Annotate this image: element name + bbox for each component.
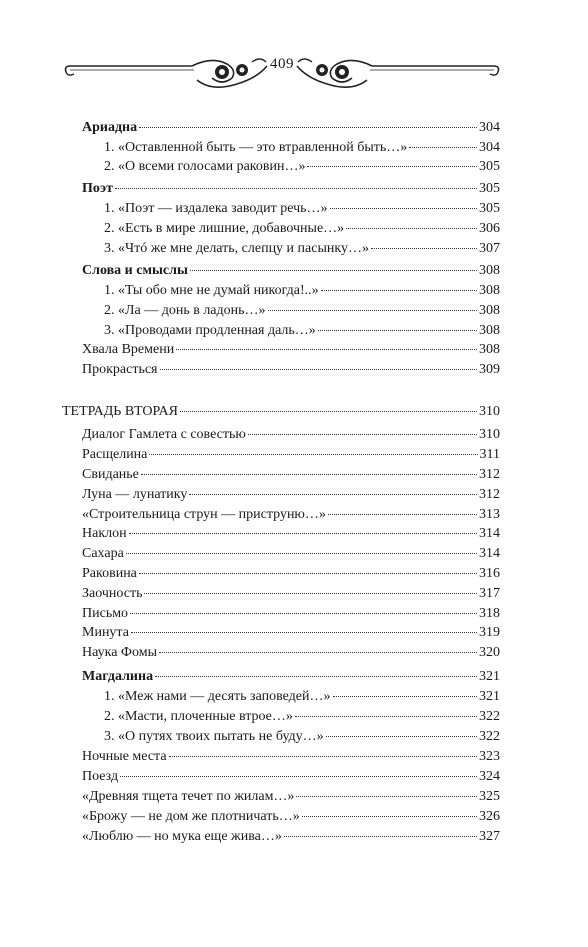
toc-entry (104, 139, 500, 157)
toc-entry-page: 310 (479, 404, 500, 419)
toc-entry (82, 748, 500, 766)
toc-entry-title: 3. «Чтó же мне делать, слепцу и пасынку…» (104, 241, 369, 256)
toc-entry-page: 321 (479, 689, 500, 704)
toc-entry (104, 708, 500, 726)
toc-entry-page: 318 (479, 606, 500, 621)
toc-entry (82, 466, 500, 484)
dot-leader (155, 676, 477, 677)
toc-entry-title: «Древняя тщета течет по жилам…» (82, 789, 295, 804)
toc-entry (82, 426, 500, 444)
dot-leader (296, 796, 477, 797)
dot-leader (130, 613, 477, 614)
toc-entry (104, 282, 500, 300)
toc-entry-title: Наклон (82, 526, 127, 541)
toc-entry (82, 341, 500, 359)
dot-leader (189, 494, 477, 495)
dot-leader (160, 369, 478, 370)
toc-entry-title: 3. «Проводами продленная даль…» (104, 323, 316, 338)
toc-entry (82, 446, 500, 464)
dot-leader (144, 593, 477, 594)
toc-entry-page: 323 (479, 749, 500, 764)
toc-entry-title: ТЕТРАДЬ ВТОРАЯ (62, 404, 178, 419)
dot-leader (284, 836, 477, 837)
toc-entry-title: Минута (82, 625, 129, 640)
toc-entry (104, 220, 500, 238)
page-header (62, 50, 502, 96)
toc-entry-title: 2. «О всеми голосами раковин…» (104, 159, 306, 174)
toc-entry-title: 2. «Есть в мире лишние, добавочные…» (104, 221, 345, 236)
dot-leader (120, 776, 477, 777)
toc-entry (82, 605, 500, 623)
toc-entry-page: 307 (479, 241, 500, 256)
dot-leader (346, 228, 477, 229)
toc-entry-title: Ариадна (82, 120, 138, 135)
toc-entry-page: 327 (479, 829, 500, 844)
toc-entry (82, 828, 500, 846)
toc-entry-page: 304 (479, 120, 500, 135)
toc-entry-page: 320 (479, 645, 500, 660)
toc-entry-page: 308 (479, 263, 500, 278)
toc-entry (82, 361, 500, 379)
toc-entry-title: Раковина (82, 566, 137, 581)
toc-entry-title: «Люблю — но мука еще жива…» (82, 829, 282, 844)
dot-leader (149, 454, 477, 455)
dot-leader (139, 127, 477, 128)
toc-entry (82, 808, 500, 826)
toc-entry-page: 322 (479, 709, 500, 724)
toc-entry-page: 305 (479, 201, 500, 216)
toc-entry-title: Магдалина (82, 669, 154, 684)
toc-entry-page: 308 (479, 342, 500, 357)
toc-entry (82, 788, 500, 806)
dot-leader (159, 652, 477, 653)
toc-entry-page: 304 (479, 140, 500, 155)
toc-entry-page: 313 (479, 507, 500, 522)
toc-entry (104, 302, 500, 320)
toc-entry-title: 1. «Меж нами — десять заповедей…» (104, 689, 331, 704)
dot-leader (330, 208, 477, 209)
toc-entry-page: 316 (479, 566, 500, 581)
toc-entry-page: 310 (479, 427, 500, 442)
toc-entry (82, 119, 500, 137)
toc-entry-page: 321 (479, 669, 500, 684)
toc-entry-title: Сахара (82, 546, 124, 561)
dot-leader (126, 553, 477, 554)
toc-entry-title: 1. «Ты обо мне не думай никогда!..» (104, 283, 319, 298)
toc-entry (104, 728, 500, 746)
toc-entry-page: 308 (479, 303, 500, 318)
toc-entry (104, 200, 500, 218)
toc-entry (104, 322, 500, 340)
toc-entry-page: 324 (479, 769, 500, 784)
toc-entry-page: 325 (479, 789, 500, 804)
toc-entry (82, 545, 500, 563)
toc-entry-page: 308 (479, 323, 500, 338)
dot-leader (295, 716, 477, 717)
toc-entry (82, 624, 500, 642)
toc-entry-title: 2. «Ла — донь в ладонь…» (104, 303, 266, 318)
dot-leader (139, 573, 477, 574)
dot-leader (302, 816, 477, 817)
toc-entry (82, 262, 500, 280)
dot-leader (176, 349, 477, 350)
toc-entry-title: Прокрасться (82, 362, 158, 377)
toc-entry-title: 3. «О путях твоих пытать не буду…» (104, 729, 324, 744)
toc-entry-title: «Брожу — не дом же плотничать…» (82, 809, 300, 824)
toc-entry-title: Поэт (82, 181, 113, 196)
page-number: 409 (270, 56, 294, 72)
toc-entry-page: 308 (479, 283, 500, 298)
dot-leader (318, 330, 477, 331)
dot-leader (169, 756, 477, 757)
toc-entry-title: Свиданье (82, 467, 139, 482)
toc-entry (82, 768, 500, 786)
toc-entry (82, 506, 500, 524)
toc-entry-title: Луна — лунатику (82, 487, 188, 502)
dot-leader (115, 188, 477, 189)
toc-entry-title: Хвала Времени (82, 342, 175, 357)
toc-entry (82, 486, 500, 504)
dot-leader (248, 434, 477, 435)
toc-entry-title: «Строительница струн — приструню…» (82, 507, 326, 522)
toc-entry-title: Письмо (82, 606, 129, 621)
toc-entry-title: Заочность (82, 586, 143, 601)
toc-entry-title: Ночные места (82, 749, 167, 764)
toc-entry-page: 322 (479, 729, 500, 744)
dot-leader (371, 248, 477, 249)
toc-entry-page: 326 (479, 809, 500, 824)
toc-entry-title: Наука Фомы (82, 645, 157, 660)
toc-entry-title: Слова и смыслы (82, 263, 188, 278)
dot-leader (180, 411, 477, 412)
toc-entry-page: 309 (479, 362, 500, 377)
toc-entry-page: 306 (479, 221, 500, 236)
dot-leader (268, 310, 477, 311)
toc-entry (82, 565, 500, 583)
toc-entry (104, 688, 500, 706)
dot-leader (129, 533, 477, 534)
toc-entry-title: 1. «Оставленной быть — это втравленной быть…» (104, 140, 408, 155)
dot-leader (190, 270, 477, 271)
toc-entry-title: 1. «Поэт — издалека заводит речь…» (104, 201, 328, 216)
toc-entry (82, 668, 500, 686)
dot-leader (326, 736, 477, 737)
toc-entry (104, 158, 500, 176)
toc-entry-title: 2. «Масти, плоченные втрое…» (104, 709, 293, 724)
dot-leader (141, 474, 477, 475)
toc-entry (82, 180, 500, 198)
dot-leader (328, 514, 477, 515)
toc-entry-page: 317 (479, 586, 500, 601)
dot-leader (333, 696, 478, 697)
toc-entry-title: Поезд (82, 769, 119, 784)
dot-leader (409, 147, 477, 148)
toc-entry-page: 314 (479, 546, 500, 561)
dot-leader (131, 632, 477, 633)
toc-entry-page: 319 (479, 625, 500, 640)
toc-entry (82, 525, 500, 543)
toc-entry (62, 403, 500, 421)
toc-entry-page: 312 (479, 487, 500, 502)
toc-entry (104, 240, 500, 258)
toc-entry-page: 312 (479, 467, 500, 482)
dot-leader (321, 290, 477, 291)
toc-entry-page: 311 (479, 447, 500, 462)
toc-entry-page: 305 (479, 159, 500, 174)
toc-entry (82, 585, 500, 603)
toc-entry-page: 314 (479, 526, 500, 541)
toc-entry-title: Диалог Гамлета с совестью (82, 427, 246, 442)
dot-leader (307, 166, 477, 167)
toc-entry-page: 305 (479, 181, 500, 196)
toc-entry (82, 644, 500, 662)
toc-entry-title: Расщелина (82, 447, 148, 462)
